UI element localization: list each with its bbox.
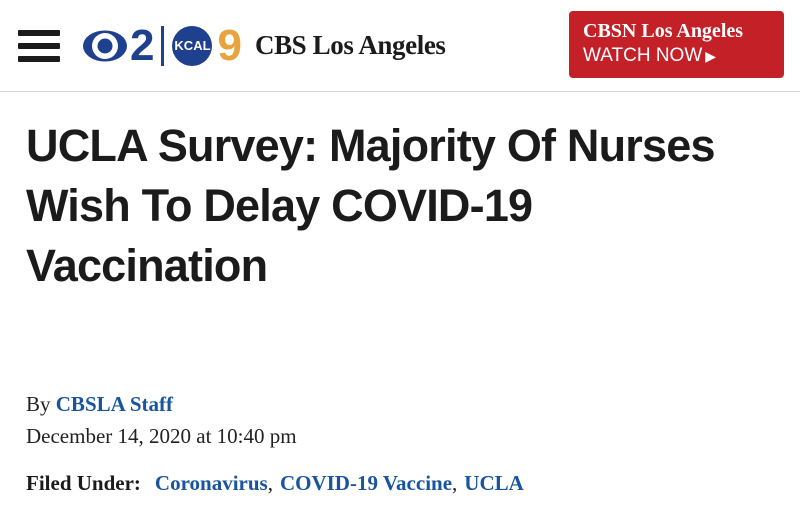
tag-item [155,471,280,496]
cbs-eye-icon [82,29,128,63]
play-caret-icon: ▶ [705,48,717,64]
article-container [0,92,800,496]
tag-link-ucla[interactable]: UCLA [464,470,524,495]
kcal-badge: KCAL [172,26,212,66]
site-logo[interactable] [82,20,446,70]
watch-now-title: CBSN Los Angeles [583,20,744,42]
tag-item [464,471,531,496]
site-header [0,0,800,92]
author-link[interactable]: CBSLA Staff [55,391,174,416]
channel-number-2: 2 [130,20,154,70]
byline [26,392,774,417]
tag-item [280,471,464,496]
hamburger-bar [18,56,60,62]
filed-under-label: Filed Under: [26,470,141,495]
watch-now-label: WATCH NOW [583,45,703,66]
byline-prefix: By [26,391,51,416]
hamburger-bar [18,30,60,36]
watch-now-subtitle [583,45,770,67]
tag-separator: , [452,470,458,495]
channel-number-9: 9 [217,20,241,70]
filed-under [26,471,774,496]
tag-link-coronavirus[interactable]: Coronavirus [154,470,268,495]
hamburger-menu-icon[interactable] [18,30,60,62]
station-name: CBS Los Angeles [254,30,446,60]
page-title: UCLA Survey: Majority Of Nurses Wish To Delay COVID-19 Vaccination [26,120,715,291]
hamburger-bar [18,43,60,49]
tag-separator: , [267,470,273,495]
publish-timestamp: December 14, 2020 at 10:40 pm [26,423,297,448]
logo-divider [161,26,164,66]
watch-now-button[interactable] [569,11,784,78]
tag-link-covid-19-vaccine[interactable]: COVID-19 Vaccine [279,470,453,495]
cbs-eye-logo[interactable] [82,20,154,70]
